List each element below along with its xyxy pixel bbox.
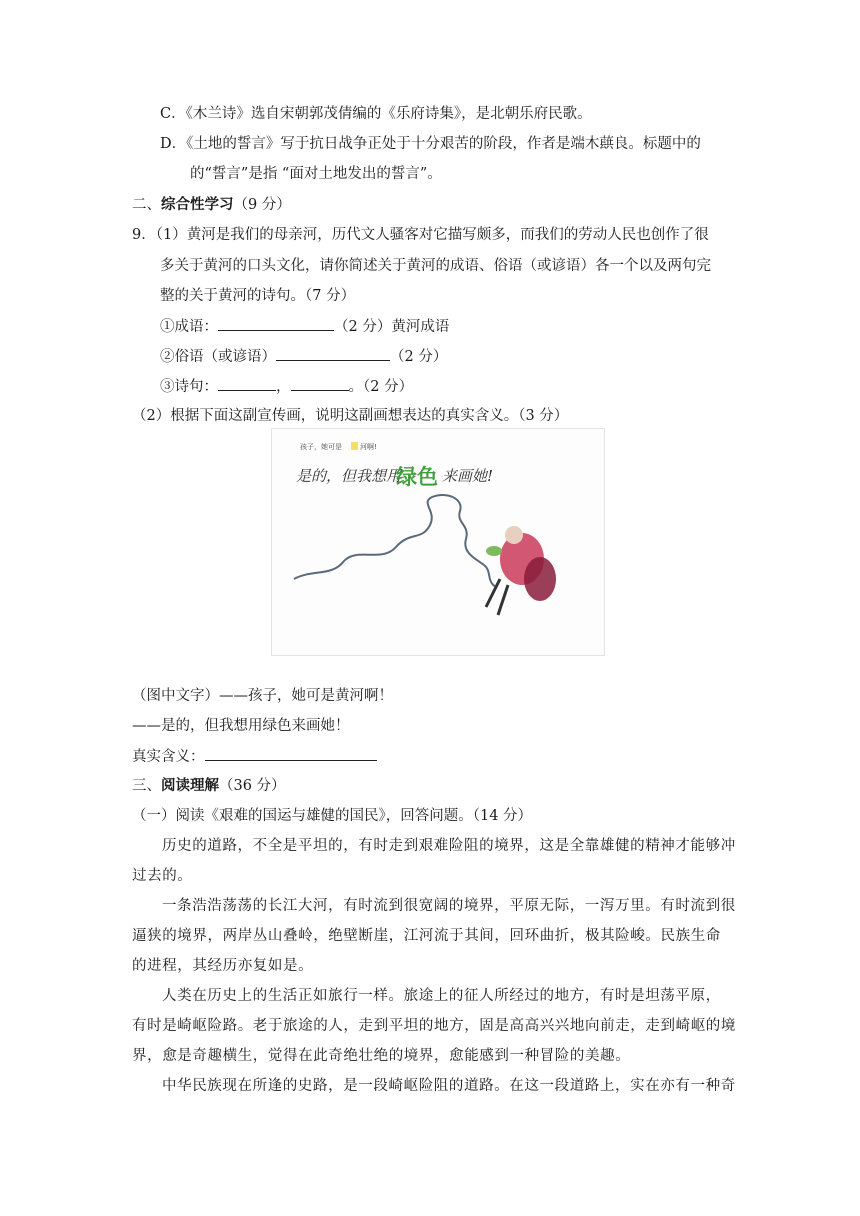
option-d-line1: D．《土地的誓言》写于抗日战争正处于十分艰苦的阶段，作者是端木蕻良。标题中的 bbox=[160, 136, 701, 152]
reading-intro: （一）阅读《艰难的国运与雄健的国民》，回答问题。（14 分） bbox=[132, 808, 533, 824]
poster-illustration bbox=[272, 429, 604, 655]
q9-line3: 整的关于黄河的诗句。（7 分） bbox=[160, 288, 356, 304]
option-c: C．《木兰诗》选自宋朝郭茂倩编的《乐府诗集》，是北朝乐府民歌。 bbox=[160, 106, 592, 122]
saying-label: ②俗语（或谚语） bbox=[160, 349, 276, 365]
section3-heading-score: （36 分） bbox=[219, 778, 286, 794]
section3-heading-prefix: 三、 bbox=[132, 778, 161, 794]
section2-heading-prefix: 二、 bbox=[132, 197, 161, 213]
saying-blank[interactable] bbox=[276, 346, 390, 361]
section2-heading-score: （9 分） bbox=[233, 197, 291, 213]
section2-heading bbox=[132, 195, 291, 215]
passage-p3-l3: 界，愈是奇趣横生，觉得在此奇绝壮绝的境界，愈能感到一种冒险的美趣。 bbox=[132, 1048, 631, 1064]
passage-p1-l2: 过去的。 bbox=[132, 868, 193, 884]
poster-caption-2: ——是的，但我想用绿色来画她！ bbox=[132, 718, 350, 734]
section3-heading-title: 阅读理解 bbox=[161, 777, 219, 794]
poem-blank-1[interactable] bbox=[218, 376, 276, 391]
poster-caption-1: （图中文字）——孩子，她可是黄河啊！ bbox=[132, 688, 393, 704]
poster-small-text-2: 河啊! bbox=[360, 443, 377, 451]
poster-slogan-1: 是的，但我想用 bbox=[296, 467, 402, 485]
passage-p4-l1: 中华民族现在所逢的史路，是一段崎岖险阻的道路。在这一段道路上，实在亦有一种奇 bbox=[162, 1078, 736, 1094]
q9-part2: （2）根据下面这副宣传画，说明这副画想表达的真实含义。（3 分） bbox=[132, 408, 569, 424]
idiom-blank[interactable] bbox=[218, 316, 334, 331]
q9-line2: 多关于黄河的口头文化，请你简述关于黄河的成语、俗语（或谚语）各一个以及两句完 bbox=[160, 258, 711, 274]
meaning-blank[interactable] bbox=[205, 746, 377, 761]
poem-suffix: 。（2 分） bbox=[348, 379, 414, 395]
meaning-label: 真实含义： bbox=[132, 749, 205, 765]
poem-row bbox=[160, 376, 413, 397]
passage-p2-l1: 一条浩浩荡荡的长江大河，有时流到很宽阔的境界，平原无际，一泻万里。有时流到很 bbox=[162, 898, 736, 914]
option-d-line2: 的“誓言”是指 “面对土地发出的誓言”。 bbox=[190, 166, 442, 182]
poem-comma: ， bbox=[276, 379, 291, 395]
saying-row bbox=[160, 346, 447, 367]
q9-line1: 9．（1）黄河是我们的母亲河，历代文人骚客对它描写颇多，而我们的劳动人民也创作了很 bbox=[132, 227, 709, 243]
passage-p3-l2: 有时是崎岖险路。老于旅途的人，走到平坦的地方，固是高高兴兴地向前走，走到崎岖的境 bbox=[132, 1018, 736, 1034]
meaning-row bbox=[132, 746, 377, 767]
idiom-row bbox=[160, 316, 449, 337]
poem-label: ③诗句： bbox=[160, 379, 218, 395]
saying-suffix: （2 分） bbox=[390, 349, 448, 365]
passage-p2-l3: 的进程，其经历亦复如是。 bbox=[132, 958, 314, 974]
idiom-label: ①成语： bbox=[160, 319, 218, 335]
passage-p2-l2: 逼狭的境界，两岸丛山叠岭，绝壁断崖，江河流于其间，回环曲折，极其险峻。民族生命 bbox=[132, 928, 721, 944]
passage-p1-l1: 历史的道路，不全是平坦的，有时走到艰难险阻的境界，这是全靠雄健的精神才能够冲 bbox=[162, 838, 736, 854]
poster-small-text: 孩子，她可是 bbox=[300, 443, 342, 451]
passage-p3-l1: 人类在历史上的生活正如旅行一样。旅途上的征人所经过的地方，有时是坦荡平原， bbox=[162, 988, 721, 1004]
poster-slogan-green: 绿色 bbox=[396, 464, 438, 489]
yellow-river-line bbox=[294, 495, 496, 587]
propaganda-poster bbox=[271, 428, 605, 656]
poem-blank-2[interactable] bbox=[291, 376, 349, 391]
poster-highlight bbox=[351, 442, 358, 450]
section2-heading-title: 综合性学习 bbox=[161, 196, 234, 213]
idiom-suffix: （2 分）黄河成语 bbox=[334, 319, 450, 335]
poster-slogan-2: 来画她! bbox=[442, 467, 494, 485]
child-figure bbox=[486, 526, 556, 615]
section3-heading bbox=[132, 776, 286, 796]
